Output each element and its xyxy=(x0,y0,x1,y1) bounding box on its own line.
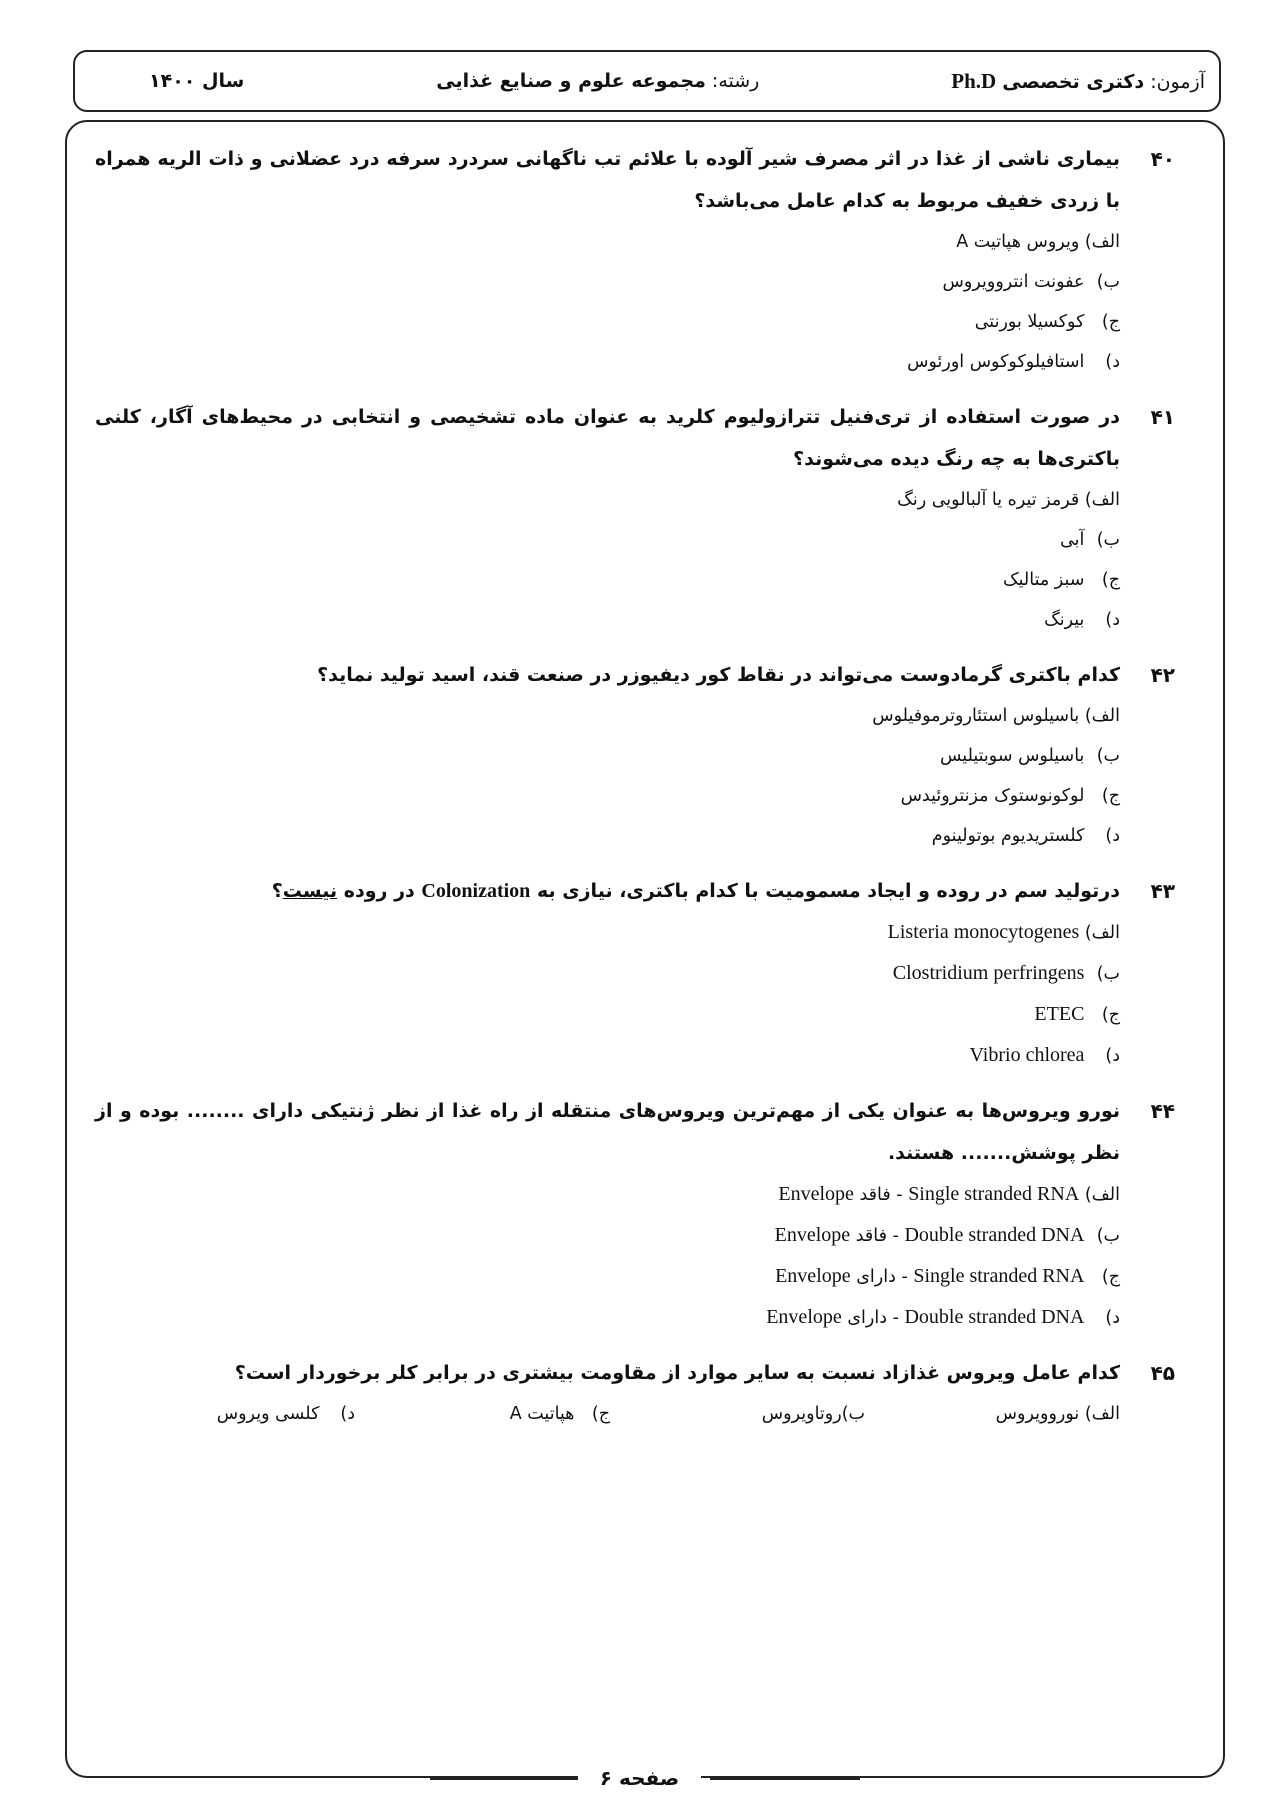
option-alef[interactable] xyxy=(95,696,1120,736)
option-jim[interactable] xyxy=(95,560,1120,600)
option-be[interactable] xyxy=(95,736,1120,776)
options xyxy=(95,1394,1120,1434)
option-text: ویروس هپاتیت A xyxy=(956,232,1080,252)
option-text: هپاتیت A xyxy=(509,1404,575,1424)
options xyxy=(95,696,1120,856)
question-44 xyxy=(95,1090,1175,1338)
option-be[interactable] xyxy=(95,1215,1120,1256)
options xyxy=(95,222,1120,382)
option-dal[interactable] xyxy=(95,816,1120,856)
option-label: ج) xyxy=(1101,1267,1120,1287)
option-alef[interactable] xyxy=(95,222,1120,262)
question-number: ۴۳ xyxy=(1150,879,1175,903)
page-footer xyxy=(0,1758,1279,1798)
question-45 xyxy=(95,1352,1175,1434)
option-text: بیرنگ xyxy=(1044,610,1085,630)
option-label: ب) xyxy=(1096,272,1120,292)
question-number: ۴۰ xyxy=(1150,147,1175,171)
page-number: صفحه ۶ xyxy=(578,1766,701,1790)
option-be[interactable] xyxy=(95,953,1120,994)
option-text: Clostridium perfringens xyxy=(892,962,1085,984)
option-text: لوکونوستوک مزنتروئیدس xyxy=(900,786,1085,806)
option-label: ج) xyxy=(1101,1005,1120,1025)
option-label: د) xyxy=(340,1404,355,1424)
question-43 xyxy=(95,870,1175,1076)
option-label: د) xyxy=(1105,1308,1120,1328)
option-latin2: Envelope xyxy=(775,1265,851,1287)
option-latin2: Envelope xyxy=(778,1183,854,1205)
option-dal[interactable] xyxy=(95,1297,1120,1338)
option-label: ب) xyxy=(1096,964,1120,984)
option-label: ج) xyxy=(1101,312,1120,332)
question-number: ۴۵ xyxy=(1150,1361,1175,1385)
exam-type xyxy=(951,69,1205,94)
option-label: ب) xyxy=(1096,530,1120,550)
option-dal[interactable] xyxy=(95,600,1120,640)
option-label: الف) xyxy=(1084,1404,1120,1424)
option-label: ب) xyxy=(841,1404,865,1424)
option-text: آبی xyxy=(1060,530,1085,550)
option-latin: Single stranded RNA xyxy=(908,1183,1080,1205)
question-42 xyxy=(95,654,1175,856)
option-jim[interactable] xyxy=(95,776,1120,816)
option-label: ج) xyxy=(591,1404,610,1424)
option-text: عفونت انتروویروس xyxy=(942,272,1085,292)
option-alef[interactable] xyxy=(865,1394,1120,1434)
exam-header xyxy=(73,50,1221,112)
question-text-latin: Colonization xyxy=(421,880,531,902)
question-number: ۴۱ xyxy=(1150,405,1175,429)
option-text: Listeria monocytogenes xyxy=(887,921,1080,943)
option-alef[interactable] xyxy=(95,912,1120,953)
option-be[interactable] xyxy=(95,262,1120,302)
exam-field xyxy=(436,70,759,92)
option-dal[interactable] xyxy=(95,1035,1120,1076)
option-sep: - xyxy=(895,1267,914,1287)
option-latin: Double stranded DNA xyxy=(904,1224,1085,1246)
question-text: در صورت استفاده از تری‌فنیل تترازولیوم کلرید به عنوان ماده تشخیصی و انتخابی در محیط‌های آگار، کلنی باکتری‌ها به چه رنگ دیده می‌شوند؟ xyxy=(95,406,1120,470)
option-text: باسیلوس سوبتیلیس xyxy=(939,746,1085,766)
option-latin: Double stranded DNA xyxy=(904,1306,1085,1328)
option-text: نوروویروس xyxy=(995,1404,1080,1424)
option-latin2: Envelope xyxy=(766,1306,842,1328)
exam-latin: Ph.D xyxy=(951,68,997,93)
option-be[interactable] xyxy=(95,520,1120,560)
option-sep: - xyxy=(887,1226,905,1246)
question-text: بیماری ناشی از غذا در اثر مصرف شیر آلوده با علائم تب ناگهانی سردرد سرفه درد عضلانی و ذات الریه همراه با زردی خفیف مربوط به کدام عامل می‌باشد؟ xyxy=(95,148,1120,212)
option-text: کلستریدیوم بوتولینوم xyxy=(931,826,1085,846)
question-number: ۴۴ xyxy=(1150,1099,1175,1123)
exam-label: آزمون: xyxy=(1150,70,1205,93)
question-text-negation: نیست xyxy=(282,880,338,902)
options xyxy=(95,1174,1120,1338)
question-text-mid: در روده xyxy=(343,880,415,902)
question-mark: ؟ xyxy=(271,880,283,902)
exam-value: دکتری تخصصی xyxy=(1002,70,1145,93)
option-fa: دارای xyxy=(847,1308,887,1328)
question-text xyxy=(95,870,1120,912)
option-text: باسیلوس استئاروترموفیلوس xyxy=(872,706,1080,726)
option-text: ETEC xyxy=(1034,1003,1085,1025)
option-label: الف) xyxy=(1084,490,1120,510)
option-text: Vibrio chlorea xyxy=(969,1044,1085,1066)
option-alef[interactable] xyxy=(95,1174,1120,1215)
option-text: روتاویروس xyxy=(761,1404,842,1424)
option-label: الف) xyxy=(1084,706,1120,726)
option-sep: - xyxy=(887,1308,905,1328)
option-dal[interactable] xyxy=(95,342,1120,382)
option-text: کلسی ویروس xyxy=(216,1404,320,1424)
question-number: ۴۲ xyxy=(1150,663,1175,687)
option-text: سبز متالیک xyxy=(1002,570,1085,590)
option-dal[interactable] xyxy=(100,1394,355,1434)
option-label: ب) xyxy=(1096,1226,1120,1246)
field-label: رشته: xyxy=(711,70,760,92)
option-text: استافیلوکوکوس اورئوس xyxy=(907,352,1085,372)
option-sep: - xyxy=(890,1185,909,1205)
exam-year: سال ۱۴۰۰ xyxy=(149,70,245,92)
option-jim[interactable] xyxy=(95,1256,1120,1297)
option-label: الف) xyxy=(1084,232,1120,252)
options xyxy=(95,480,1120,640)
field-value: مجموعه علوم و صنایع غذایی xyxy=(436,70,706,92)
question-40 xyxy=(95,138,1175,382)
question-text: کدام عامل ویروس غذازاد نسبت به سایر موارد از مقاومت بیشتری در برابر کلر برخوردار است؟ xyxy=(234,1362,1120,1384)
option-fa: فاقد xyxy=(859,1185,891,1205)
option-jim[interactable] xyxy=(95,994,1120,1035)
option-jim[interactable] xyxy=(95,302,1120,342)
option-label: ج) xyxy=(1101,786,1120,806)
option-latin2: Envelope xyxy=(774,1224,851,1246)
option-text: قرمز تیره یا آلبالویی رنگ xyxy=(897,490,1080,510)
option-label: د) xyxy=(1105,610,1120,630)
question-41 xyxy=(95,396,1175,640)
option-label: د) xyxy=(1105,826,1120,846)
option-be[interactable] xyxy=(610,1394,865,1434)
option-text: کوکسیلا بورنتی xyxy=(974,312,1085,332)
question-text: کدام باکتری گرمادوست می‌تواند در نقاط کور دیفیوزر در صنعت قند، اسید تولید نماید؟ xyxy=(317,664,1120,686)
option-fa: فاقد xyxy=(855,1226,887,1246)
question-text: نورو ویروس‌ها به عنوان یکی از مهم‌ترین ویروس‌های منتقله از راه غذا از نظر ژنتیکی دارای ........ بوده و از نظر پوشش....... هستند. xyxy=(95,1100,1120,1164)
option-label: ب) xyxy=(1096,746,1120,766)
options xyxy=(95,912,1120,1076)
option-label: ج) xyxy=(1101,570,1120,590)
question-text-start: درتولید سم در روده و ایجاد مسمومیت با کدام باکتری، نیازی به xyxy=(536,880,1120,902)
option-latin: Single stranded RNA xyxy=(913,1265,1085,1287)
option-label: الف) xyxy=(1084,923,1120,943)
questions-content xyxy=(95,138,1175,1448)
option-alef[interactable] xyxy=(95,480,1120,520)
option-label: الف) xyxy=(1084,1185,1120,1205)
option-fa: دارای xyxy=(856,1267,896,1287)
option-jim[interactable] xyxy=(355,1394,610,1434)
option-label: د) xyxy=(1105,1046,1120,1066)
option-label: د) xyxy=(1105,352,1120,372)
